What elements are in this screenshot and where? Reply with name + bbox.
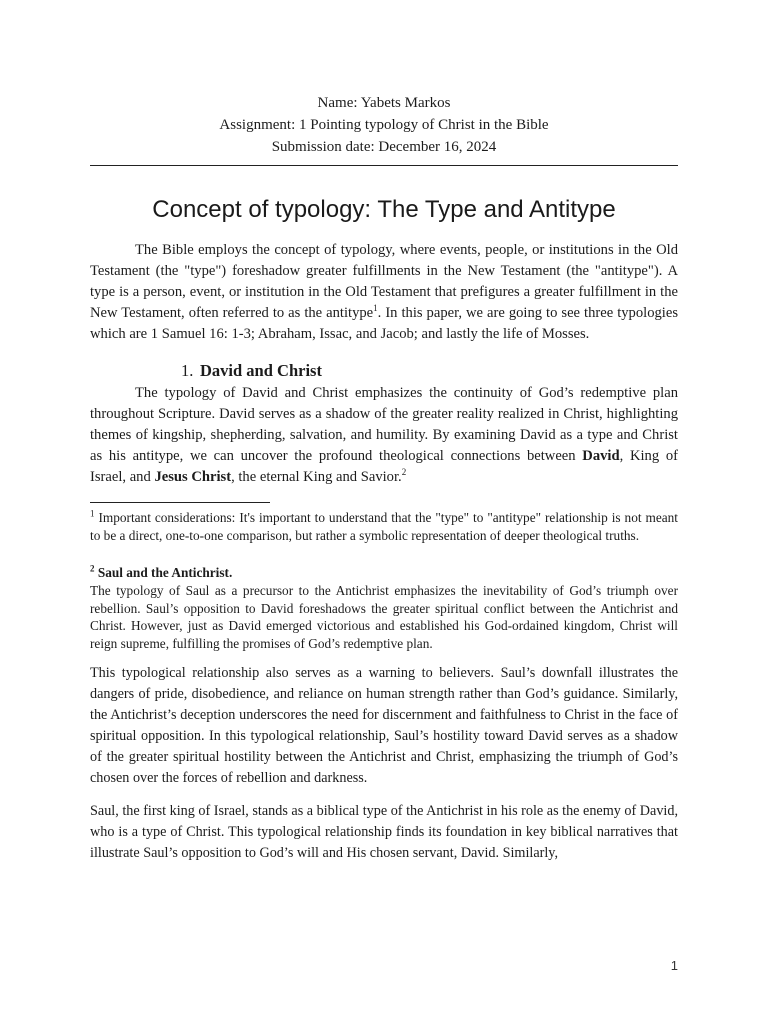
footnote-2-heading [90,564,678,582]
footnote-1 [90,509,678,544]
footnote-1-mark: 1 [90,508,95,519]
footnote-1-text: Important considerations: It's important to understand that the "type" to "antitype" relationship is not meant to be a direct, one-to-one comparison, but rather a symbolic representation of deeper theological truths. [90,510,678,543]
section1-paragraph [90,383,678,488]
footnote-2-title: Saul and the Antichrist. [97,565,233,580]
footnote-ref-2[interactable]: 2 [401,467,407,478]
section1-text-before: The typology of David and Christ emphasizes the continuity of God’s redemptive plan throughout Scripture. David serves as a shadow of the greater reality realized in Christ, highlighting themes of kingship, shepherding, salvation, and humility. By examining David as a type and Christ as his antitype, we can uncover the profound theological connections between [90,385,678,464]
section-heading-david-and-christ [181,360,678,382]
section1-text-after: , the eternal King and Savior. [231,469,402,485]
author-name: Name: Yabets Markos [317,95,451,111]
bold-david: David [582,448,620,464]
footnote-ref-1[interactable]: 1 [373,303,378,314]
section-heading-text: David and Christ [200,361,322,380]
document-header [90,0,678,158]
section-number: 1. [181,361,194,380]
paragraph-2: This typological relationship also serves as a warning to believers. Saul’s downfall illustrates the dangers of pride, disobedience, and reliance on human strength rather than God’s guidance. Similarly, the Antichrist’s deception underscores the need for discernment and faithfulness to Christ in the face of spiritual opposition. In this typological relationship, Saul’s hostility toward David serves as a shadow of the greater spiritual hostility between the Antichrist and Christ, emphasizing the triumph of God’s chosen over the forces of rebellion and darkness. [90,665,678,786]
section1-text-mid: , King of Israel, and [90,448,678,485]
footnote-2-body: The typology of Saul as a precursor to the Antichrist emphasizes the inevitability of God’s triumph over rebellion. Saul’s opposition to David foreshadows the greater spiritual conflict between the Antichrist and Christ. However, just as David emerged victorious and established his God-ordained kingdom, Christ will reign supreme, fulfilling the promises of God’s redemptive plan. [90,583,678,651]
paragraph-3: Saul, the first king of Israel, stands as a biblical type of the Antichrist in his role as the enemy of David, who is a type of Christ. This typological relationship finds its foundation in key biblical narratives that illustrate Saul’s opposition to God’s will and His chosen servant, David. Similarly, [90,803,678,861]
header-divider [90,165,678,166]
submission-date: Submission date: December 16, 2024 [271,139,497,155]
bold-jesus-christ: Jesus Christ [154,469,232,485]
intro-text-after: . In this paper, we are going to see three typologies which are 1 Samuel 16: 1-3; Abraham, Issac, and Jacob; and lastly the life of Mosses. [90,305,678,342]
document-page [90,0,678,864]
footnote-2-mark: 2 [90,563,95,574]
intro-paragraph [90,240,678,345]
intro-text-before: The Bible employs the concept of typology, where events, people, or institutions in the Old Testament (the "type") foreshadow greater fulfillments in the New Testament (the "antitype"). A type is a person, event, or institution in the Old Testament that prefigures a greater fulfillment in the New Testament, often referred to as the antitype [90,242,678,321]
footnote-separator [90,502,270,503]
document-title: Concept of typology: The Type and Antitype [152,196,616,223]
page-number: 1 [670,958,678,973]
assignment-title: Assignment: 1 Pointing typology of Christ in the Bible [219,117,549,133]
